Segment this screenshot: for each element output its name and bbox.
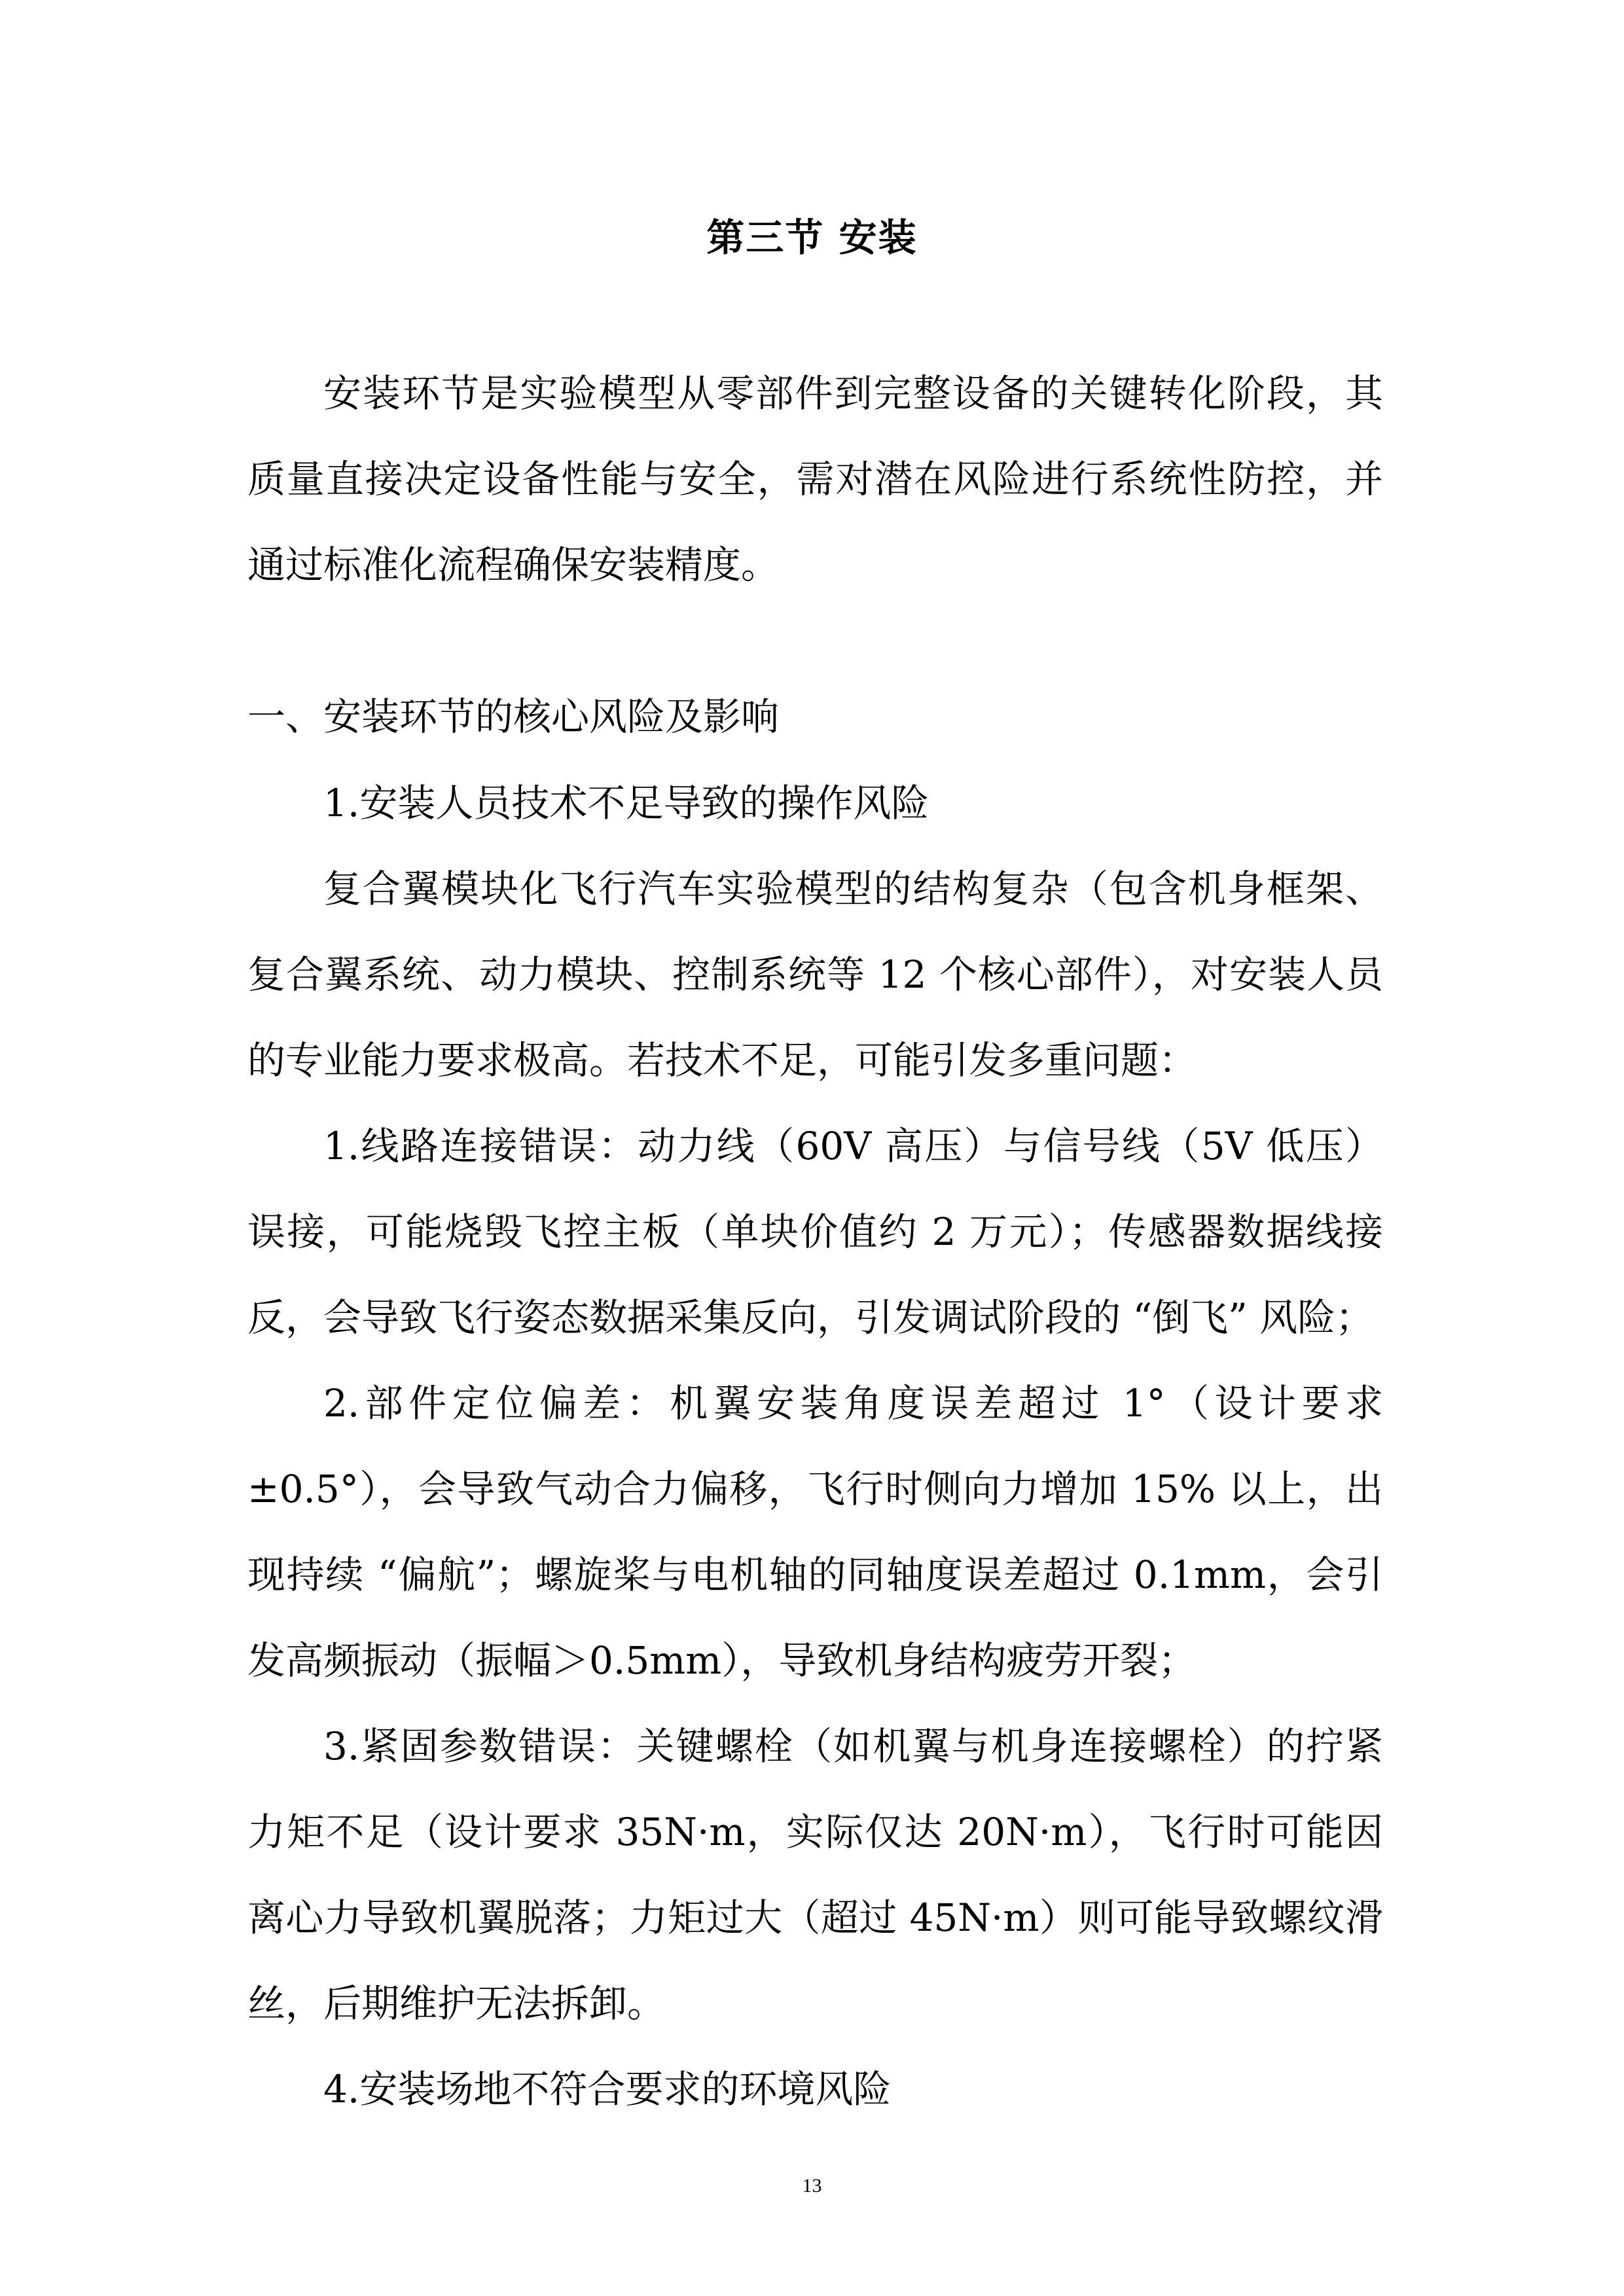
list-item: 4.安装场地不符合要求的环境风险 xyxy=(323,2067,892,2111)
list-item: 1.线路连接错误：动力线（60V 高压）与信号线（5V 低压）误接，可能烧毁飞控主板（单块价值约 2 万元）；传感器数据线接反，会导致飞行姿态数据采集反向，引发调试阶段的 “倒飞” 风险； xyxy=(247,1124,1383,1340)
section-title: 第三节 安装 xyxy=(706,215,918,260)
intro-paragraph: 安装环节是实验模型从零部件到完整设备的关键转化阶段，其质量直接决定设备性能与安全，需对潜在风险进行系统性防控，并通过标准化流程确保安装精度。 xyxy=(247,371,1383,587)
list-item: 3.紧固参数错误：关键螺栓（如机翼与机身连接螺栓）的拧紧力矩不足（设计要求 35N·m，实际仅达 20N·m），飞行时可能因离心力导致机翼脱落；力矩过大（超过 45N·m）则可能导致螺纹滑丝，后期维护无法拆卸。 xyxy=(247,1724,1383,2026)
section-1-content xyxy=(247,761,1383,2132)
section-1-heading: 一、安装环节的核心风险及影响 xyxy=(247,694,780,739)
paragraph: 复合翼模块化飞行汽车实验模型的结构复杂（包含机身框架、复合翼系统、动力模块、控制系统等 12 个核心部件），对安装人员的专业能力要求极高。若技术不足，可能引发多重问题： xyxy=(247,867,1383,1083)
subheading: 1.安装人员技术不足导致的操作风险 xyxy=(323,781,929,825)
list-item: 2.部件定位偏差：机翼安装角度误差超过 1°（设计要求 ±0.5°），会导致气动合力偏移，飞行时侧向力增加 15% 以上，出现持续 “偏航”；螺旋桨与电机轴的同轴度误差超过 0.1mm，会引发高频振动（振幅＞0.5mm），导致机身结构疲劳开裂； xyxy=(247,1381,1383,1683)
page-number: 13 xyxy=(802,2175,822,2197)
